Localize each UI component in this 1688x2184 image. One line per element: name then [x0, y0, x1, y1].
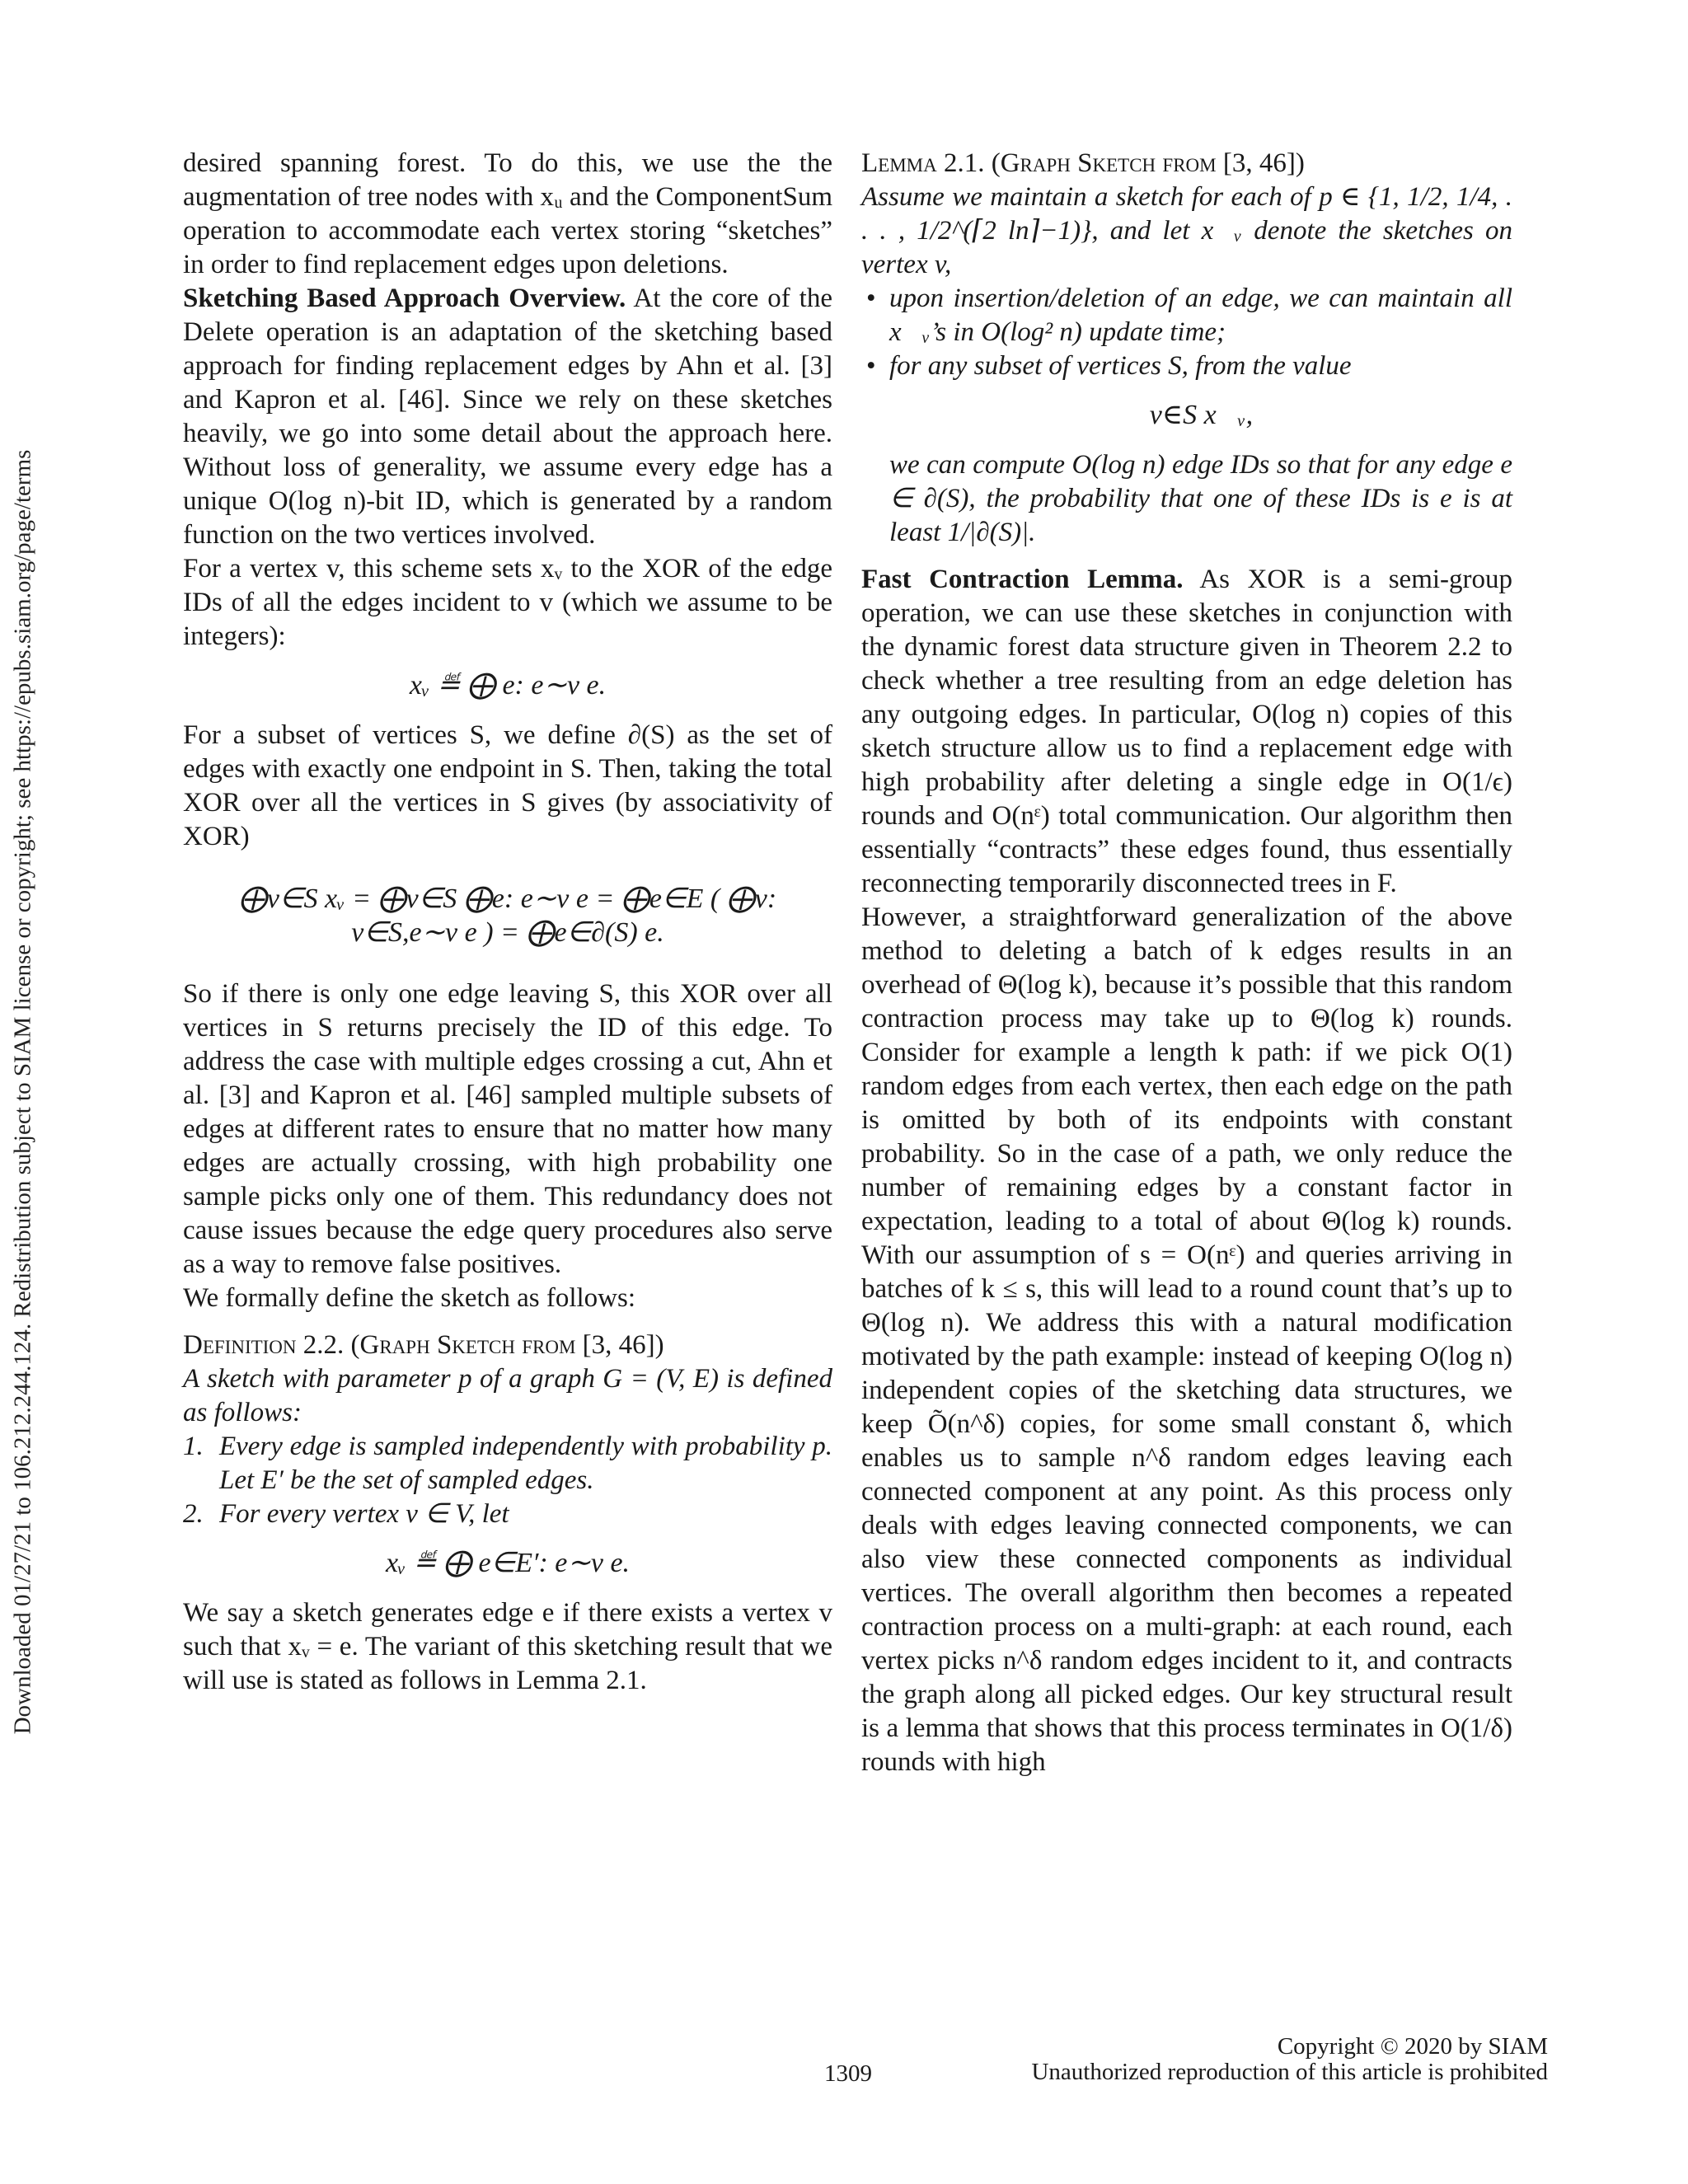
copyright-line: Copyright © 2020 by SIAM — [1277, 2033, 1548, 2060]
definition-heading: Definition 2.2. (Graph Sketch from [3, 46]) — [183, 1330, 664, 1360]
however-paragraph: However, a straightforward generalization of the above method to deleting a batch of k edges results in an overhead of Θ(log k), because it’s possible that this random contraction process may take up to Θ(log k) rounds. Consider for example a length k path: if we pick O(1) random edges from each vertex, then each edge on the path is omitted by both of its endpoints with constant probability. So in the case of a path, we only reduce the number of remaining edges by a constant factor in expectation, leading to a total of about Θ(log k) rounds. With our assumption of s = O(nᵋ) and queries arriving in batches of k ≤ s, this will lead to a round count that’s up to Θ(log n). We address this with a natural modification motivated by the path example: instead of keeping O(log n) independent copies of the sketching data structures, we keep Õ(n^δ) copies, for some small constant δ, which enables us to sample n^δ random edges leaving each connected component at any point. As this process only deals with edges leaving connected components, we can also view these connected components as individual vertices. The overall algorithm then becomes a repeated contraction process on a multi-graph: at each round, each vertex picks n^δ random edges incident to it, and contracts the graph along all picked edges. Our key structural result is a lemma that shows that this process terminates in O(1/δ) rounds with high — [861, 902, 1512, 1777]
definition-text: A sketch with parameter p of a graph G = (V, E) is defined as follows: — [183, 1364, 832, 1427]
list-item: • upon insertion/deletion of an edge, we can maintain all x⃗ᵥ’s in O(log² n) update time; — [889, 282, 1512, 349]
right-column — [861, 147, 1512, 1779]
formal-paragraph: We formally define the sketch as follows: — [183, 1283, 636, 1313]
overview-heading: Sketching Based Approach Overview. — [183, 284, 626, 313]
left-column — [183, 147, 832, 1698]
copyright-footer — [1031, 2034, 1548, 2085]
lemma-heading: Lemma 2.1. (Graph Sketch from [3, 46]) — [861, 148, 1305, 178]
fast-paragraph — [861, 563, 1512, 901]
generates-paragraph: We say a sketch generates edge e if there exists a vertex v such that xᵥ = e. The variant of this sketching result that we will use is stated as follows in Lemma 2.1. — [183, 1598, 832, 1695]
page-number: 1309 — [824, 2060, 872, 2087]
fast-heading: Fast Contraction Lemma. — [861, 565, 1184, 594]
equation-2: ⨁v∈S xᵥ = ⨁v∈S ⨁e: e∼v e = ⨁e∈E ( ⨁v: v∈S,e∼v e ) = ⨁e∈∂(S) e. — [238, 883, 777, 948]
fast-text: As XOR is a semi-group operation, we can use these sketches in conjunction with the dynamic forest data structure given in Theorem 2.2 to check whether a tree resulting from an edge deletion has any outgoing edges. In particular, O(log n) copies of this sketch structure allow us to find a replacement edge with high probability after deleting a single edge in O(1/ϵ) rounds and O(nᵋ) total communication. Our algorithm then essentially “contracts” these edges found, thus essentially reconnecting temporarily disconnected trees in F. — [861, 565, 1513, 898]
lemma-continuation: we can compute O(log n) edge IDs so that for any edge e ∈ ∂(S), the probability that one of these IDs is e is at least 1/|∂(S)|. — [889, 450, 1512, 547]
equation-3: xᵥ ≝ ⨁ e∈E′: e∼v e. — [385, 1548, 631, 1578]
subset-paragraph: For a subset of vertices S, we define ∂(S) as the set of edges with exactly one endpoint in S. Then, taking the total XOR over all the vertices in S gives (by associativity of XOR) — [183, 720, 832, 851]
notice-line: Unauthorized reproduction of this article is prohibited — [1031, 2059, 1548, 2085]
lemma-text: Assume we maintain a sketch for each of p ∈ {1, 1/2, 1/4, . . . , 1/2^(⌈2 ln⌉−1)}, and let x⃗ᵥ denote the sketches on vertex v, — [861, 182, 1512, 279]
vertex-paragraph: For a vertex v, this scheme sets xᵥ to the XOR of the edge IDs of all the edges incident to v (which we assume to be integers): — [183, 554, 832, 651]
list-item: 2. For every vertex v ∈ V, let — [183, 1499, 509, 1529]
equation-1: xᵥ ≝ ⨁ e: e∼v e. — [409, 670, 607, 701]
download-notice: Downloaded 01/27/21 to 106.212.244.124. Redistribution subject to SIAM license or copyright; see https://epubs.siam.org/page/terms — [9, 449, 36, 1735]
leaving-paragraph: So if there is only one edge leaving S, this XOR over all vertices in S returns precisely the ID of this edge. To address the case with multiple edges crossing a cut, Ahn et al. [3] and Kapron et al. [46] sampled multiple subsets of edges at different rates to ensure that no matter how many edges are actually crossing, with high probability one sample picks only one of them. This redundancy does not cause issues because the edge query procedures also serve as a way to remove false positives. — [183, 979, 832, 1279]
list-item: • for any subset of vertices S, from the value — [889, 349, 1512, 383]
overview-text: At the core of the Delete operation is an adaptation of the sketching based approach for finding replacement edges by Ahn et al. [3] and Kapron et al. [46]. Since we rely on these sketches heavily, we go into some detail about the approach here. Without loss of generality, we assume every edge has a unique O(log n)-bit ID, which is generated by a random function on the two vertices involved. — [183, 284, 832, 550]
list-item: 1. Every edge is sampled independently with probability p. Let E′ be the set of sampled edges. — [183, 1432, 832, 1495]
intro-paragraph: desired spanning forest. To do this, we use the the augmentation of tree nodes with xᵤ and the ComponentSum operation to accommodate each vertex storing “sketches” in order to find replacement edges upon deletions. — [183, 148, 833, 279]
definition-list — [183, 1430, 832, 1531]
equation-4: ⨁ v∈S x⃗ᵥ, — [1120, 400, 1254, 430]
overview-paragraph — [183, 282, 832, 552]
lemma-list — [861, 282, 1512, 383]
